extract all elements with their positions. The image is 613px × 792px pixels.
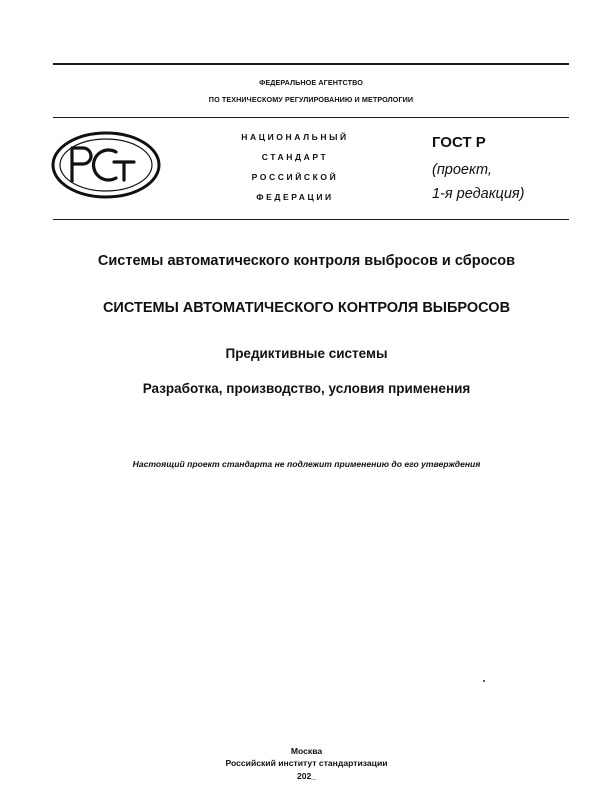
national-standard-line-1: НАЦИОНАЛЬНЫЙ bbox=[241, 132, 349, 142]
document-title-general: Системы автоматического контроля выбросов и сбросов bbox=[97, 253, 516, 269]
national-standard-line-2: СТАНДАРТ bbox=[261, 152, 329, 162]
document-title-main: СИСТЕМЫ АВТОМАТИЧЕСКОГО КОНТРОЛЯ ВЫБРОСОВ bbox=[102, 300, 511, 316]
national-standard-line-3: РОССИЙСКОЙ bbox=[251, 172, 339, 182]
standard-code: ГОСТ Р bbox=[432, 134, 486, 151]
header-rule bbox=[53, 117, 569, 118]
footer-publisher: Российский институт стандартизации bbox=[225, 758, 388, 768]
top-rule bbox=[53, 63, 569, 65]
footer-city: Москва bbox=[290, 746, 323, 756]
document-subtitle: Предиктивные системы bbox=[225, 346, 388, 361]
document-scope-title: Разработка, производство, условия применения bbox=[142, 381, 471, 396]
footer-year: 202_ bbox=[296, 771, 317, 781]
draft-status-line-1: (проект, bbox=[432, 162, 492, 178]
agency-line-2: ПО ТЕХНИЧЕСКОМУ РЕГУЛИРОВАНИЮ И МЕТРОЛОГИИ bbox=[208, 95, 414, 104]
lower-header-rule bbox=[53, 219, 569, 220]
agency-line-1: ФЕДЕРАЛЬНОЕ АГЕНТСТВО bbox=[259, 78, 363, 87]
scan-speck bbox=[483, 680, 485, 682]
draft-status-line-2: 1-я редакция) bbox=[432, 186, 525, 202]
rst-logo-icon bbox=[50, 130, 162, 200]
national-standard-line-4: ФЕДЕРАЦИИ bbox=[256, 192, 334, 202]
draft-notice: Настоящий проект стандарта не подлежит применению до его утверждения bbox=[132, 459, 481, 469]
